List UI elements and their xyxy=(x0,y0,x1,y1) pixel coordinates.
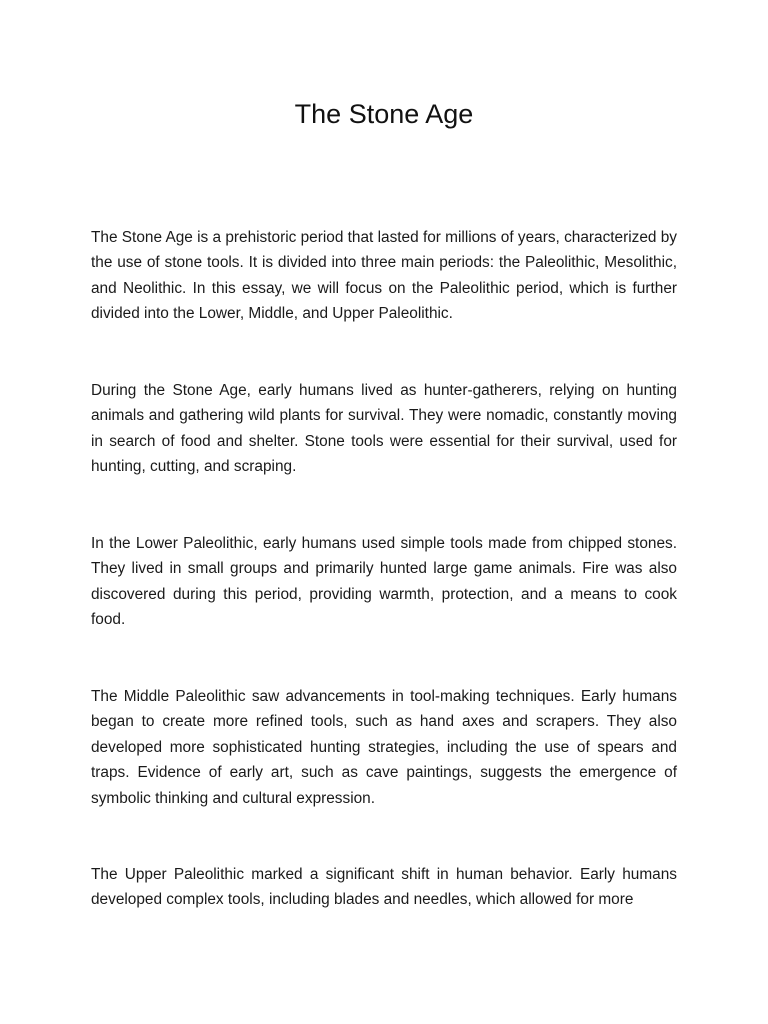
paragraph-upper-paleolithic: The Upper Paleolithic marked a significant shift in human behavior. Early humans developed complex tools, including blades and needles, which allowed for more xyxy=(91,866,677,909)
paragraph-intro: The Stone Age is a prehistoric period that lasted for millions of years, characterized by the use of stone tools. It is divided into three main periods: the Paleolithic, Mesolithic, and Neolithic. In this essay, we will focus on the Paleolithic period, which is further divided into the Lower, Middle, and Upper Paleolithic. xyxy=(91,229,677,323)
paragraph-hunter-gatherers: During the Stone Age, early humans lived as hunter-gatherers, relying on hunting animals and gathering wild plants for survival. They were nomadic, constantly moving in search of food and shelter. Stone tools were essential for their survival, used for hunting, cutting, and scraping. xyxy=(91,382,677,476)
paragraph-lower-paleolithic: In the Lower Paleolithic, early humans used simple tools made from chipped stones. They lived in small groups and primarily hunted large game animals. Fire was also discovered during this period, providing warmth, protection, and a means to cook food. xyxy=(91,535,677,629)
document-title: The Stone Age xyxy=(294,99,474,129)
paragraph-middle-paleolithic: The Middle Paleolithic saw advancements in tool-making techniques. Early humans began to create more refined tools, such as hand axes and scrapers. They also developed more sophisticated hunting strategies, including the use of spears and traps. Evidence of early art, such as cave paintings, suggests the emergence of symbolic thinking and cultural expression. xyxy=(91,688,677,807)
